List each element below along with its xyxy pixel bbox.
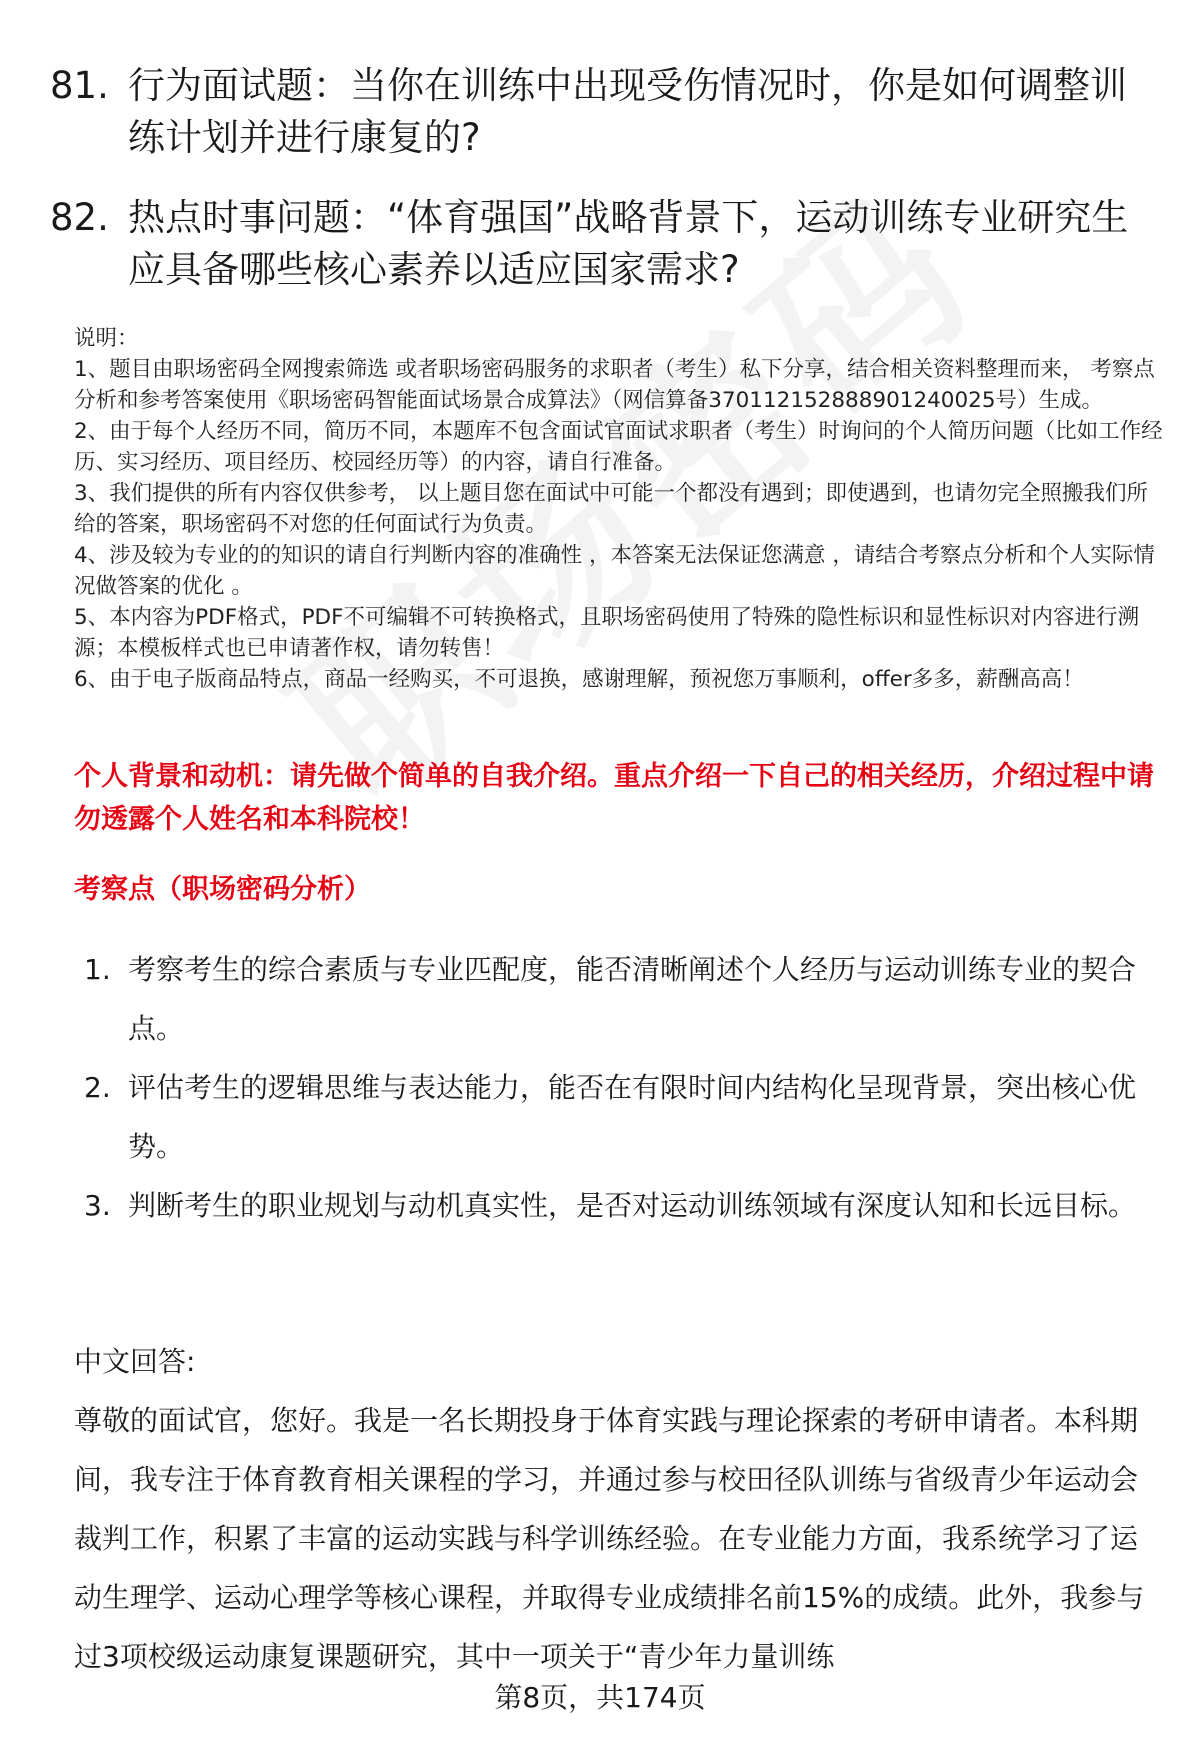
answer-text: 尊敬的面试官，您好。我是一名长期投身于体育实践与理论探索的考研申请者。本科期间，我专注于体育教育相关课程的学习，并通过参与校田径队训练与省级青少年运动会裁判工作，积累了丰富的运动实践与科学训练经验。在专业能力方面，我系统学习了运动生理学、运动心理学等核心课程，并取得专业成绩排名前15%的成绩。此外，我参与过3项校级运动康复课题研究，其中一项关于“青少年力量训练 (74, 1404, 1145, 1673)
point-text: 评估考生的逻辑思维与表达能力，能否在有限时间内结构化呈现背景，突出核心优势。 (128, 1071, 1137, 1163)
question-text: 行为面试题：当你在训练中出现受伤情况时，你是如何调整训练计划并进行康复的? (128, 64, 1127, 159)
note-item: 1、题目由职场密码全网搜索筛选 或者职场密码服务的求职者（考生）私下分享，结合相关资料整理而来， 考察点分析和参考答案使用《职场密码智能面试场景合成算法》（网信算备370112152888901240025号）生成。 (74, 357, 1155, 413)
question-number: 82. (50, 196, 109, 239)
question-82 (50, 192, 1160, 296)
question-text: 热点时事问题：“体育强国”战略背景下，运动训练专业研究生应具备哪些核心素养以适应国家需求? (128, 196, 1129, 291)
note-item: 5、本内容为PDF格式，PDF不可编辑不可转换格式，且职场密码使用了特殊的隐性标识和显性标识对内容进行溯源；本模板样式也已申请著作权，请勿转售！ (74, 605, 1139, 661)
analysis-point (84, 1058, 1164, 1176)
question-81 (50, 60, 1160, 164)
point-text: 考察考生的综合素质与专业匹配度，能否清晰阐述个人经历与运动训练专业的契合点。 (128, 953, 1137, 1045)
note-item: 4、涉及较为专业的的知识的请自行判断内容的准确性 ，本答案无法保证您满意 ，请结合考察点分析和个人实际情况做答案的优化 。 (74, 543, 1155, 599)
point-number: 3. (84, 1189, 111, 1222)
answer-label: 中文回答: (74, 1345, 196, 1378)
point-number: 1. (84, 953, 111, 986)
page-footer: 第8页，共174页 (494, 1681, 706, 1714)
analysis-point (84, 940, 1164, 1058)
analysis-point (84, 1176, 1164, 1235)
note-item: 3、我们提供的所有内容仅供参考， 以上题目您在面试中可能一个都没有遇到；即使遇到，也请勿完全照搬我们所给的答案，职场密码不对您的任何面试行为负责。 (74, 481, 1149, 537)
point-text: 判断考生的职业规划与动机真实性，是否对运动训练领域有深度认知和长远目标。 (128, 1189, 1137, 1222)
background-question: 个人背景和动机：请先做个简单的自我介绍。重点介绍一下自己的相关经历，介绍过程中请勿透露个人姓名和本科院校！ (74, 761, 1154, 835)
notes-title: 说明： (74, 326, 139, 351)
point-number: 2. (84, 1071, 111, 1104)
notes-section (74, 323, 1164, 695)
analysis-points (84, 940, 1164, 1235)
note-item: 6、由于电子版商品特点，商品一经购买，不可退换，感谢理解，预祝您万事顺利，offer多多，薪酬高高！ (74, 667, 1084, 692)
note-item: 2、由于每个人经历不同，简历不同，本题库不包含面试官面试求职者（考生）时询问的个人简历问题（比如工作经历、实习经历、项目经历、校园经历等）的内容，请自行准备。 (74, 419, 1163, 475)
analysis-title: 考察点（职场密码分析） (74, 874, 371, 905)
question-number: 81. (50, 64, 109, 107)
